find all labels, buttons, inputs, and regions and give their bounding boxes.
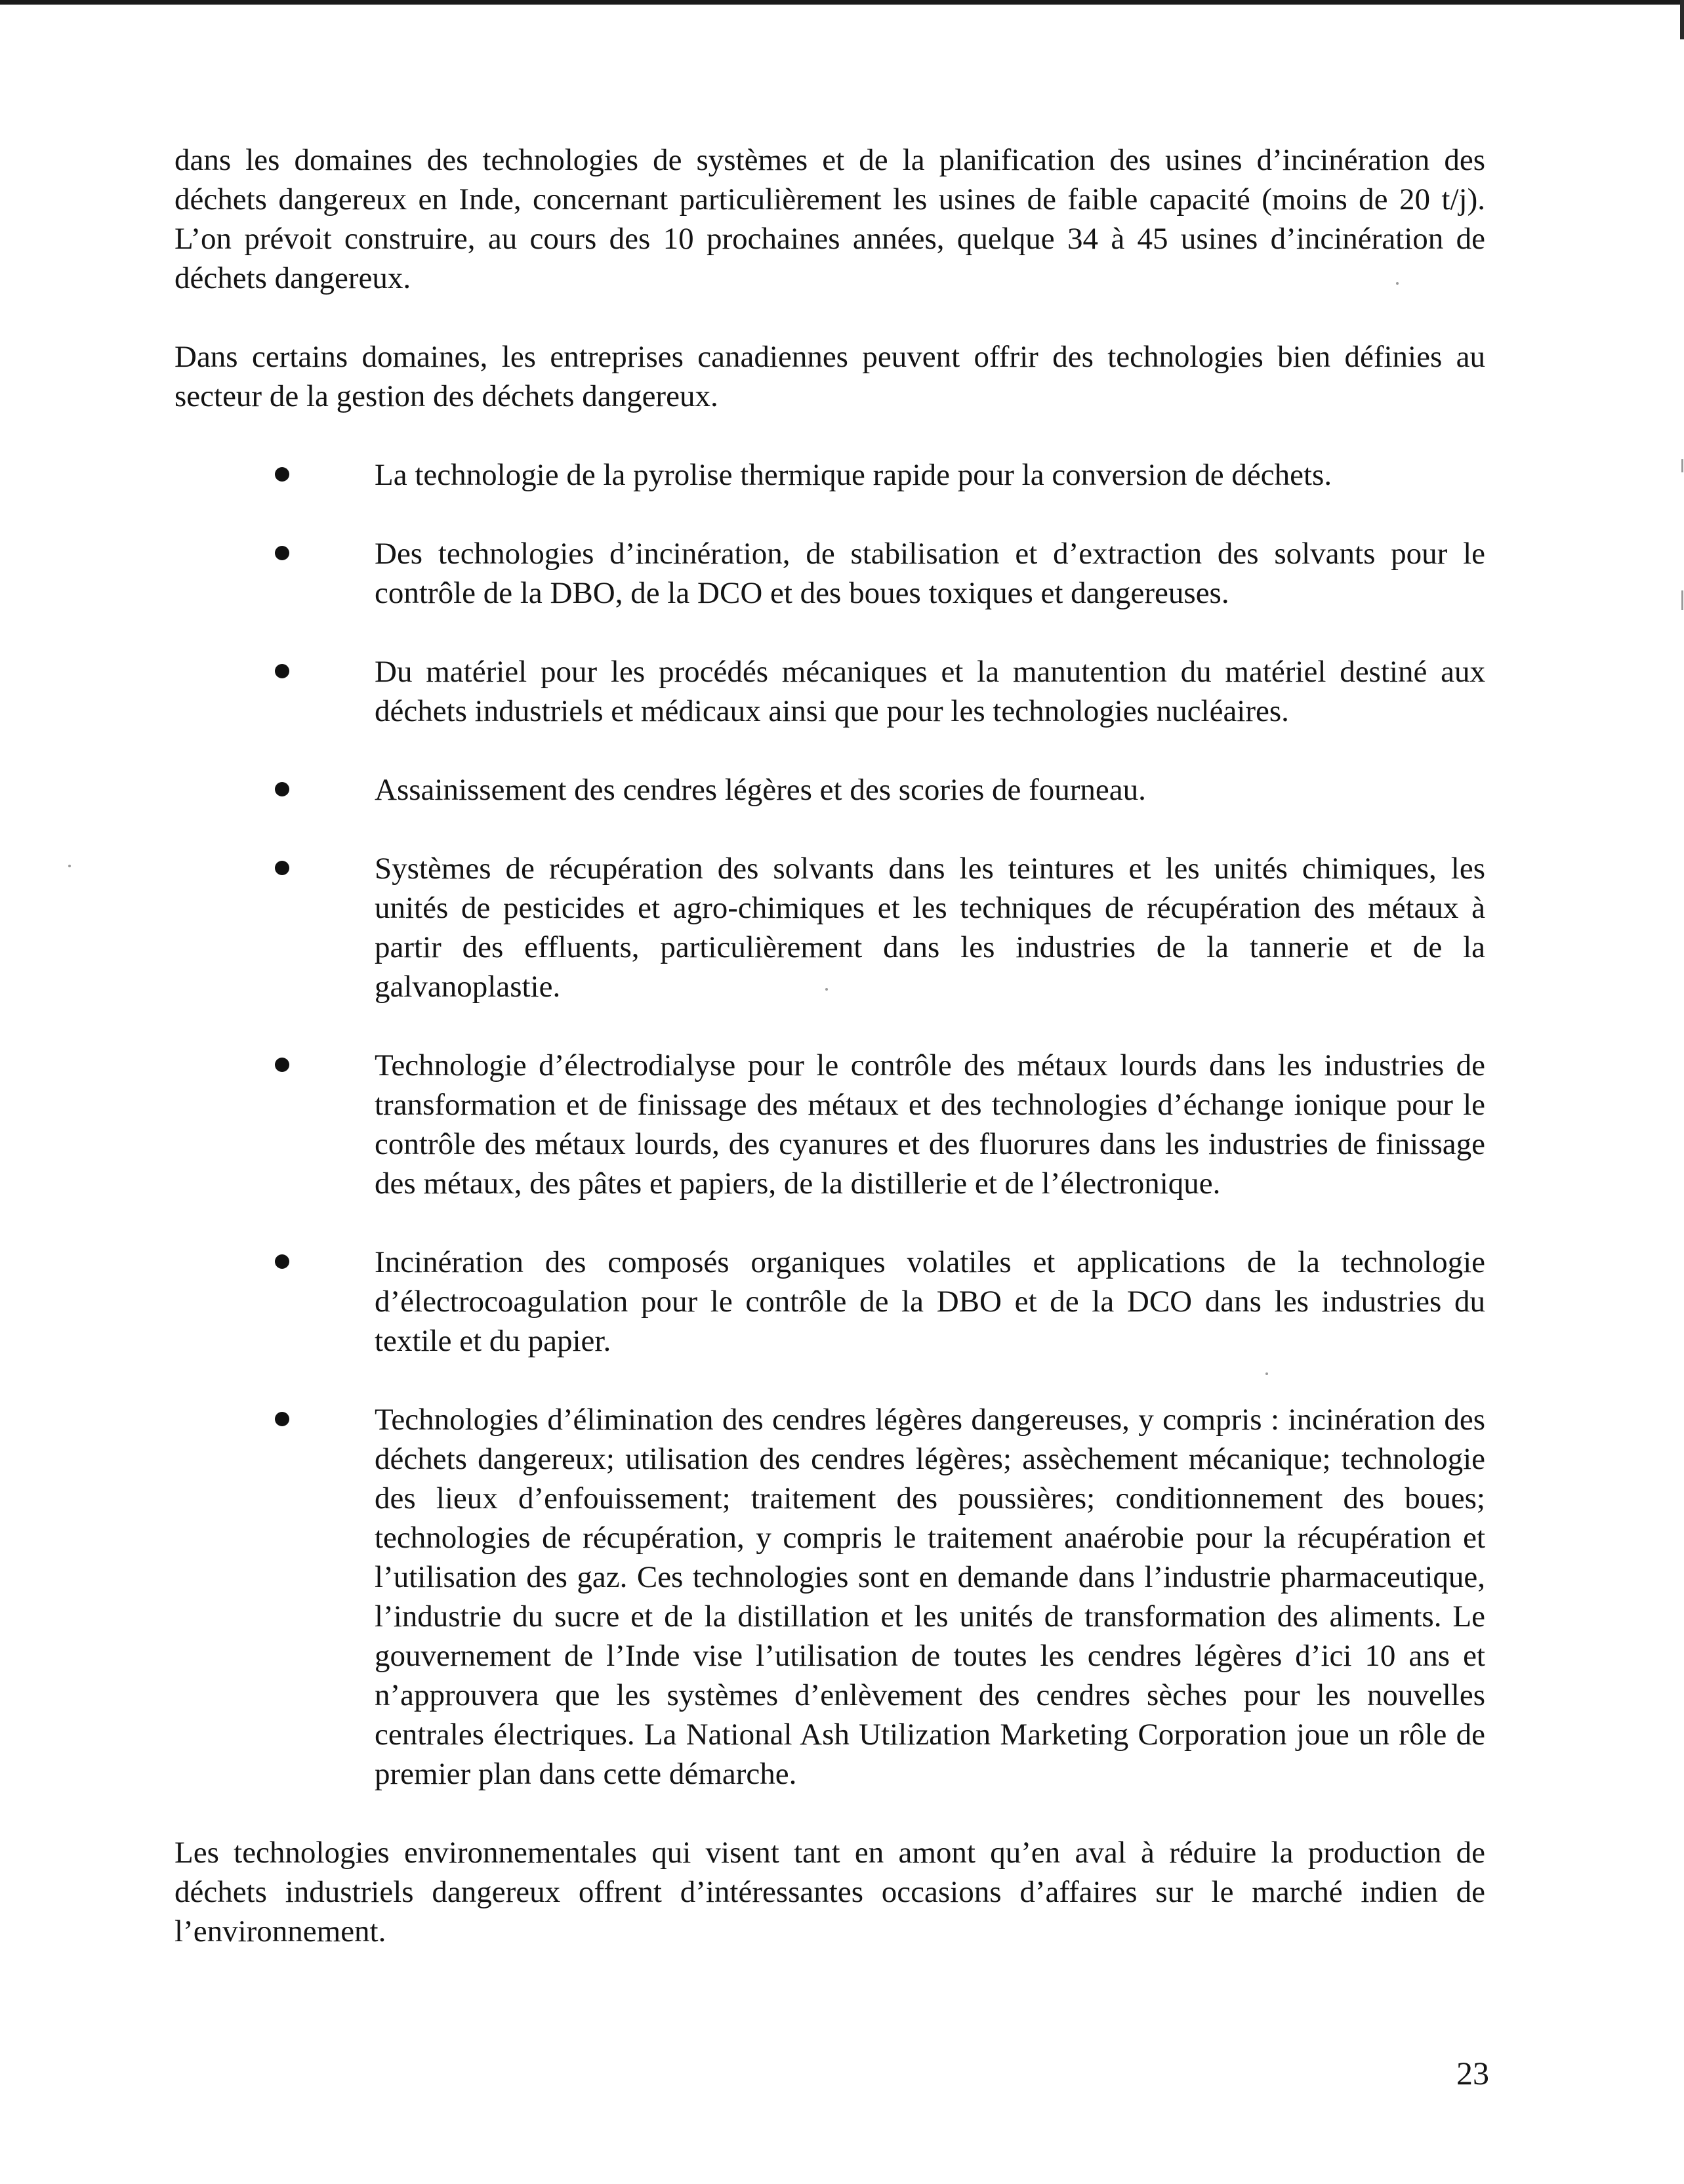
closing-paragraph: Les technologies environnementales qui visent tant en amont qu’en aval à réduire la production de déchets industriels dangereux offrent d’intéressantes occasions d’affaires sur le marché indien de l’environnement. bbox=[175, 1836, 1485, 1948]
list-item-text: Assainissement des cendres légères et des scories de fourneau. bbox=[375, 773, 1146, 807]
list-item bbox=[175, 455, 1485, 495]
bullet-icon bbox=[275, 861, 289, 875]
bullet-icon bbox=[275, 782, 289, 796]
bullet-icon bbox=[275, 546, 289, 560]
scan-speck bbox=[1681, 590, 1683, 610]
list-item-text: La technologie de la pyrolise thermique rapide pour la conversion de déchets. bbox=[375, 458, 1332, 492]
list-item bbox=[175, 770, 1485, 810]
lead-paragraph: Dans certains domaines, les entreprises canadiennes peuvent offrir des technologies bien définies au secteur de la gestion des déchets dangereux. bbox=[175, 340, 1485, 413]
scan-border-right bbox=[1680, 0, 1684, 39]
bullet-icon bbox=[275, 1058, 289, 1072]
list-item bbox=[175, 849, 1485, 1006]
scan-speck bbox=[68, 865, 71, 867]
list-item bbox=[175, 1243, 1485, 1361]
list-item-text: Du matériel pour les procédés mécaniques et la manutention du matériel destiné aux déchets industriels et médicaux ainsi que pour les technologies nucléaires. bbox=[375, 655, 1485, 728]
bullet-icon bbox=[275, 1254, 289, 1269]
list-item-text: Des technologies d’incinération, de stabilisation et d’extraction des solvants pour le contrôle de la DBO, de la DCO et des boues toxiques et dangereuses. bbox=[375, 537, 1485, 610]
page-number: 23 bbox=[1456, 2055, 1489, 2091]
list-item-text: Incinération des composés organiques volatiles et applications de la technologie d’électrocoagulation pour le contrôle de la DBO et de la DCO dans les industries du textile et du papier. bbox=[375, 1245, 1485, 1358]
bullet-icon bbox=[275, 664, 289, 678]
list-item-text: Systèmes de récupération des solvants dans les teintures et les unités chimiques, les unités de pesticides et agro-chimiques et les techniques de récupération des métaux à partir des effluents, particulièrement dans les industries de la tannerie et de la galvanoplastie. bbox=[375, 852, 1485, 1004]
list-item-text: Technologies d’élimination des cendres légères dangereuses, y compris : incinération des déchets dangereux; utilisation des cendres légères; assèchement mécanique; technologie des lieux d’enfouissement; traitement des poussières; conditionnement des boues; technologies de récupération, y compris le traitement anaérobie pour la récupération et l’utilisation des gaz. Ces technologies sont en demande dans l’industrie pharmaceutique, l’industrie du sucre et de la distillation et les unités de transformation des aliments. Le gouvernement de l’Inde vise l’utilisation de toutes les cendres légères d’ici 10 ans et n’approuvera que les systèmes d’enlèvement des cendres sèches pour les nouvelles centrales électriques. La National Ash Utilization Marketing Corporation joue un rôle de premier plan dans cette démarche. bbox=[375, 1403, 1485, 1791]
bullet-icon bbox=[275, 467, 289, 482]
list-item-text: Technologie d’électrodialyse pour le contrôle des métaux lourds dans les industries de transformation et de finissage des métaux et des technologies d’échange ionique pour le contrôle des métaux lourds, des cyanures et des fluorures dans les industries de finissage des métaux, des pâtes et papiers, de la distillerie et de l’électronique. bbox=[375, 1048, 1485, 1201]
list-item bbox=[175, 1400, 1485, 1794]
list-item bbox=[175, 534, 1485, 613]
list-item bbox=[175, 652, 1485, 731]
page-body bbox=[175, 140, 1485, 1951]
technology-list bbox=[175, 455, 1485, 1794]
bullet-icon bbox=[275, 1412, 289, 1426]
list-item bbox=[175, 1046, 1485, 1203]
intro-paragraph: dans les domaines des technologies de systèmes et de la planification des usines d’incinération des déchets dangereux en Inde, concernant particulièrement les usines de faible capacité (moins de 20 t/j). L’on prévoit construire, au cours des 10 prochaines années, quelque 34 à 45 usines d’incinération de déchets dangereux. bbox=[175, 143, 1485, 295]
scan-speck bbox=[1681, 459, 1683, 472]
scan-border-top bbox=[0, 0, 1684, 5]
